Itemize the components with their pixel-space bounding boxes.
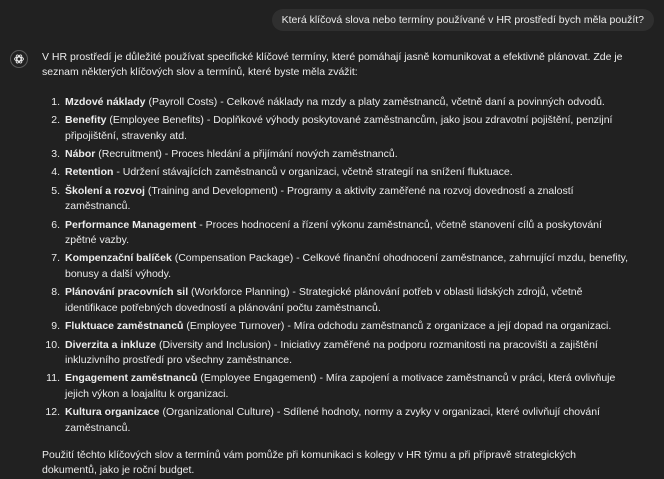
list-item-number: 6.: [51, 218, 60, 231]
list-item-description: - Udržení stávajících zaměstnanců v organizaci, včetně strategií na snížení fluktuace.: [113, 166, 513, 179]
list-item: [42, 371, 632, 402]
assistant-intro: V HR prostředí je důležité používat specifické klíčové termíny, které pomáhají jasně komunikovat a efektivně plánovat. Zde je seznam některých klíčových slov a termínů, které byste měla zvážit:: [42, 51, 623, 79]
list-item-description: - Celkové náklady na mzdy a platy zaměstnanců, včetně daní a povinných odvodů.: [217, 95, 605, 108]
list-item-term: Školení a rozvoj: [65, 184, 145, 197]
list-item-term: Benefity: [65, 114, 107, 127]
list-item-number: 3.: [51, 148, 60, 161]
list-item-term: Nábor: [65, 148, 96, 161]
list-item-description: - Iniciativy zaměřené na podporu rozmanitosti na pracovišti a zajištění inkluzivního prostředí pro všechny zaměstnance.: [65, 338, 598, 366]
assistant-message: [10, 50, 650, 479]
list-item-term: Kompenzační balíček: [65, 252, 172, 265]
list-item-english: (Recruitment): [95, 148, 162, 161]
openai-logo-icon: [10, 50, 28, 68]
list-item-english: (Employee Benefits): [106, 114, 204, 127]
list-item: [42, 113, 632, 144]
list-item-number: 5.: [51, 184, 60, 197]
list-item-description: - Proces hledání a přijímání nových zaměstnanců.: [161, 148, 398, 161]
list-item-english: (Organizational Culture): [159, 406, 274, 419]
list-item-description: - Proces hodnocení a řízení výkonu zaměstnanců, včetně stanovení cílů a poskytování zpětné vazby.: [65, 218, 602, 247]
hr-terms-list: [42, 95, 632, 436]
list-item-english: (Diversity and Inclusion): [156, 338, 272, 351]
list-item-term: Diverzita a inkluze: [65, 338, 157, 351]
list-item-term: Fluktuace zaměstnanců: [65, 320, 184, 333]
list-item-number: 10.: [45, 338, 60, 351]
list-item-english: (Employee Engagement): [197, 372, 317, 385]
list-item: [42, 147, 632, 162]
list-item-description: - Míra odchodu zaměstnanců z organizace a její dopad na organizaci.: [284, 320, 612, 333]
list-item: [42, 218, 632, 249]
list-item-description: - Doplňkové výhody poskytované zaměstnancům, jako jsou zdravotní pojištění, penzijní připojištění, stravenky atd.: [65, 114, 613, 142]
list-item-term: Mzdové náklady: [65, 95, 146, 108]
list-item: [42, 184, 632, 215]
assistant-message-content: [42, 50, 632, 479]
list-item-term: Engagement zaměstnanců: [65, 372, 198, 385]
list-item-description: - Strategické plánování potřeb v oblasti lidských zdrojů, včetně identifikace potřebných dovedností a plánování počtu zaměstnanců.: [65, 286, 583, 314]
list-item-description: - Míra zapojení a motivace zaměstnanců v práci, která ovlivňuje jejich výkon a loajalitu k organizaci.: [65, 372, 616, 400]
list-item-number: 4.: [51, 166, 60, 179]
list-item-term: Kultura organizace: [65, 406, 160, 419]
list-item-english: (Compensation Package): [171, 252, 294, 265]
list-item-number: 7.: [51, 252, 60, 265]
list-item-description: - Sdílené hodnoty, normy a zvyky v organizaci, které ovlivňují chování zaměstnanců.: [65, 406, 600, 434]
list-item-english: (Workforce Planning): [188, 286, 290, 299]
list-item: [42, 285, 632, 316]
list-item-term: Plánování pracovních sil: [65, 286, 189, 299]
list-item-english: (Training and Development): [144, 184, 278, 197]
list-item: [42, 338, 632, 369]
list-item-english: (Payroll Costs): [145, 95, 218, 108]
list-item-description: - Celkové finanční ohodnocení zaměstnance, zahrnující mzdu, benefity, bonusy a další výhody.: [65, 252, 629, 280]
list-item-number: 11.: [46, 372, 60, 385]
list-item-term: Retention: [65, 166, 114, 179]
list-item: [42, 251, 632, 282]
list-item-english: (Employee Turnover): [183, 320, 285, 333]
list-item: [42, 95, 632, 110]
list-item-number: 12.: [45, 406, 60, 419]
list-item-term: Performance Management: [65, 218, 197, 231]
list-item-number: 9.: [51, 320, 60, 333]
list-item: [42, 165, 632, 180]
list-item: [42, 405, 632, 436]
list-item-description: - Programy a aktivity zaměřené na rozvoj dovedností a znalostí zaměstnanců.: [65, 184, 574, 213]
list-item: [42, 319, 632, 334]
list-item-number: 8.: [51, 286, 60, 299]
list-item-number: 2.: [51, 114, 60, 127]
assistant-outro: Použití těchto klíčových slov a termínů vám pomůže při komunikaci s kolegy v HR týmu a při přípravě strategických dokumentů, jako je roční budget.: [42, 448, 576, 477]
user-message-row: [272, 9, 654, 31]
list-item-number: 1.: [51, 95, 60, 108]
user-message-bubble: Která klíčová slova nebo termíny používané v HR prostředí bych měla použít?: [272, 9, 654, 31]
